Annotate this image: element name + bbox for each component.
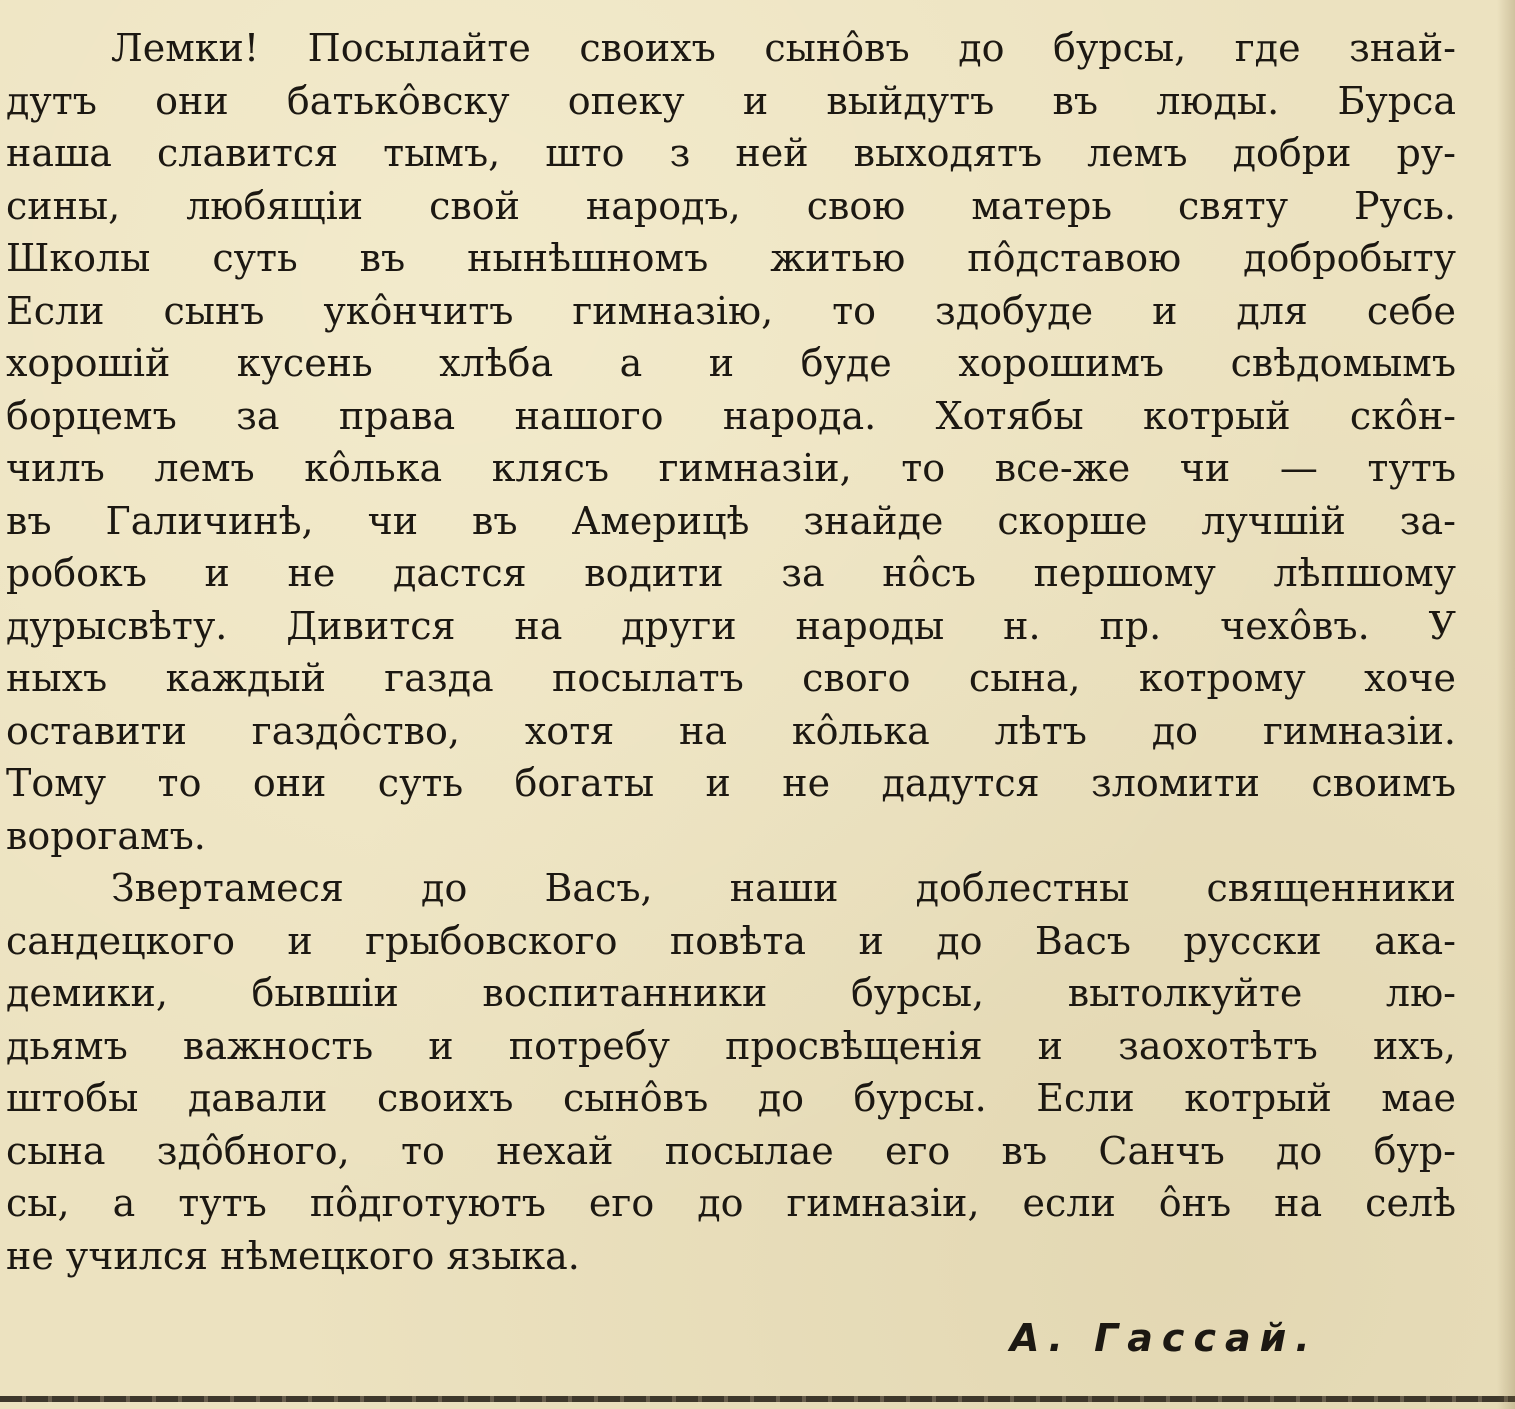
text-line: наша славится тымъ, што з ней выходятъ лемъ добри ру- [6,131,1456,175]
text-line: хорошій кусень хлѣба а и буде хорошимъ свѣдомымъ [6,341,1456,385]
text-line: сины, любящіи свой народъ, свою матерь святу Русь. [6,183,1456,228]
text-line: не учился нѣмецкого языка. [6,1233,580,1278]
text-line: штобы давали своихъ сынôвъ до бурсы. Если котрый мае [6,1076,1456,1120]
text-line: ныхъ каждый газда посылатъ свого сына, котрому хоче [6,656,1456,700]
text-line: борцемъ за права нашого народа. Хотябы котрый скôн- [6,393,1456,438]
text-line: сына здôбного, то нехай посылае его въ Санчъ до бур- [6,1128,1456,1173]
text-line: демики, бывшіи воспитанники бурсы, вытолкуйте лю- [6,971,1456,1015]
text-line: оставити газдôство, хотя на кôлька лѣтъ до гимназіи. [6,708,1456,753]
text-line: сы, а тутъ пôдготуютъ его до гимназіи, если ôнъ на селѣ [6,1181,1456,1225]
text-line: ворогамъ. [6,813,206,858]
text-line: въ Галичинѣ, чи въ Америцѣ знайде скорше лучшій за- [6,498,1456,543]
text-line: Если сынъ укôнчитъ гимназію, то здобуде и для себе [6,288,1456,333]
text-line: дьямъ важность и потребу просвѣщенія и заохотѣтъ ихъ, [6,1023,1456,1068]
article-text [6,22,1456,1282]
text-line: Звертамеся до Васъ, наши доблестны священники [111,866,1456,910]
page-edge-shadow [1497,0,1515,1409]
text-line: дурысвѣту. Дивится на други народы н. пр. чехôвъ. У [6,603,1456,648]
text-line: дутъ они батькôвску опеку и выйдутъ въ люды. Бурса [6,78,1456,123]
text-line: Школы суть въ нынѣшномъ житью пôдставою добробыту [6,236,1456,280]
bottom-rule [0,1396,1515,1402]
text-line: Тому то они суть богаты и не дадутся зломити своимъ [6,761,1456,805]
author-signature: А. Гассай. [1010,1316,1319,1360]
text-line: Лемки! Посылайте своихъ сынôвъ до бурсы, где знай- [111,26,1456,70]
text-line: сандецкого и грыбовского повѣта и до Васъ русски ака- [6,918,1456,963]
text-line: робокъ и не дастся водити за нôсъ першому лѣпшому [6,551,1456,595]
text-line: чилъ лемъ кôлька клясъ гимназіи, то все-же чи — тутъ [6,446,1456,490]
